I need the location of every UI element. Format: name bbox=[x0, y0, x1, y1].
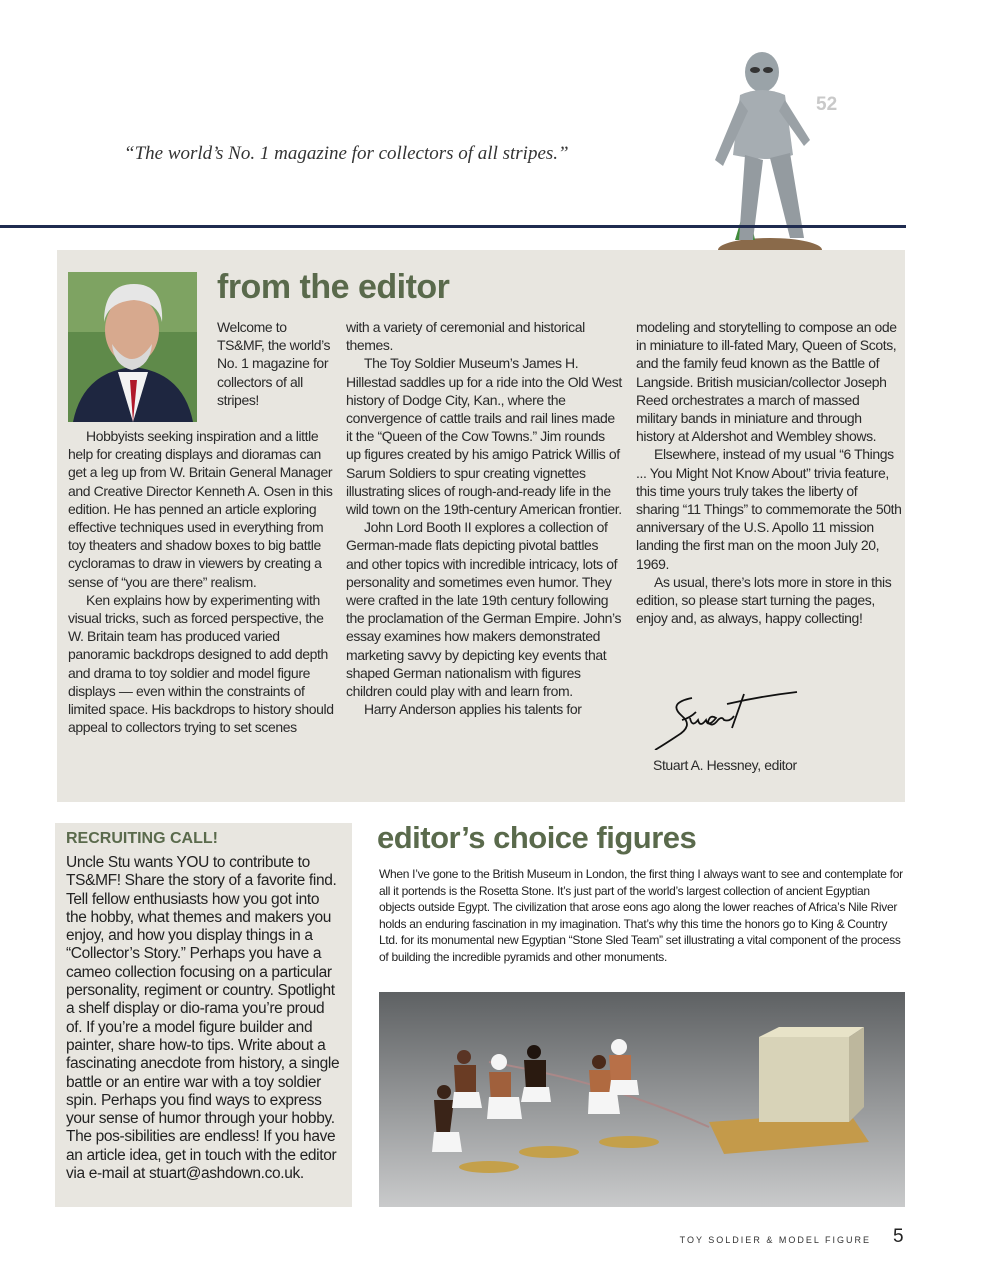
recruiting-call-box bbox=[55, 823, 352, 1207]
paragraph: with a variety of ceremonial and historical themes. bbox=[346, 319, 585, 354]
paragraph: As usual, there’s lots more in store in this edition, so please start turning the pages, enjoy and, as always, happy collecting! bbox=[636, 573, 892, 627]
magazine-name-footer: TOY SOLDIER & MODEL FIGURE bbox=[679, 1235, 871, 1245]
editor-column-2 bbox=[346, 318, 622, 718]
editor-column-3 bbox=[636, 318, 902, 627]
header-rule bbox=[0, 225, 906, 228]
paragraph: John Lord Booth II explores a collection of German-made flats depicting pivotal battles and other topics with incredible intricacy, lots of personality and sometimes even humor. They were crafted in the late 19th century following the proclamation of the German Empire. John’s essay examines how makers demonstrated marketing savvy by depicting key events that shaped German nationalism with figures children could play with and learn from. bbox=[346, 519, 622, 700]
paragraph: Harry Anderson applies his talents for bbox=[364, 701, 582, 718]
editor-intro bbox=[217, 318, 335, 409]
editor-signature bbox=[652, 690, 812, 750]
stone-sled-team-photo bbox=[379, 992, 905, 1207]
editors-choice-body: When I’ve gone to the British Museum in London, the first thing I always want to see and contemplate for all it portends is the Rosetta Stone. It’s just part of the world’s largest collection of ancient Egyptian objects outside Egypt. The civilization that arose eons ago along the lower reaches of Africa’s Nile River holds an enduring fascination in my imagination. That’s why this time the honors go to King & Country Ltd. for its monumental new Egyptian “Stone Sled Team” set illustrating a vital component of the process of building the incredible pyramids and other monuments. bbox=[379, 867, 903, 964]
editor-column-1 bbox=[68, 427, 336, 736]
paragraph: The Toy Soldier Museum’s James H. Hillestad saddles up for a ride into the Old West history of Dodge City, Kan., where the convergence of cattle trails and rail lines made it the “Queen of the Cow Towns.” Jim rounds up figures created by his amigo Patrick Willis of Sarum Soldiers to spur creating vignettes illustrating slices of rough-and-ready life in the wild town on the 19th-century American frontier. bbox=[346, 355, 622, 518]
editor-signoff: Stuart A. Hessney, editor bbox=[653, 757, 797, 773]
from-the-editor-heading: from the editor bbox=[217, 268, 450, 306]
paragraph: modeling and storytelling to compose an ode in miniature to ill-fated Mary, Queen of Scots, and the family feud known as the Battle of Langside. British musician/collector Joseph Reed orchestrates a march of massed military bands in miniature and through history at Aldershot and Wembley shows. bbox=[636, 319, 897, 445]
alien-figure-image bbox=[700, 50, 838, 268]
intro-paragraph: Welcome to TS&MF, the world’s No. 1 magazine for collectors of all stripes! bbox=[217, 319, 331, 408]
paragraph: Ken explains how by experimenting with visual tricks, such as forced perspective, the W. Britain team has produced varied panoramic backdrops designed to add depth and drama to toy soldier and model figure displays — even within the constraints of limited space. His backdrops to history should appeal to collectors trying to set scenes bbox=[68, 591, 334, 736]
page-number: 5 bbox=[893, 1226, 904, 1247]
editors-choice-heading: editor’s choice figures bbox=[377, 820, 697, 855]
paragraph: Hobbyists seeking inspiration and a little help for creating displays and dioramas can get a leg up from W. Britain General Manager and Creative Director Kenneth A. Osen in this edition. He has penned an article exploring effective techniques used in everything from toy theaters and shadow boxes to big battle cycloramas to draw in viewers by creating a sense of “you are there” realism. bbox=[68, 428, 333, 590]
paragraph: Elsewhere, instead of my usual “6 Things ... You Might Not Know About” trivia feature, this time yours truly takes the liberty of sharing “11 Things” to commemorate the 50th anniversary of the U.S. Apollo 11 mission landing the first man on the moon July 20, 1969. bbox=[636, 446, 902, 572]
feature-page-number: 52 bbox=[816, 94, 838, 115]
recruiting-body: Uncle Stu wants YOU to contribute to TS&MF! Share the story of a favorite find. Tell fellow enthusiasts how you got into the hobby, what themes and makers you enjoy, and how you display things in a “Collector’s Story.” Perhaps you have a cameo collection focusing on a particular personality, regiment or country. Spotlight a shelf display or dio-rama you’re proud of. If you’re a model figure builder and painter, share how-to tips. Write about a fascinating anecdote from history, a single battle or an entire war with a toy soldier spin. Perhaps you find ways to express your sense of humor through your hobby. The pos-sibilities are endless! If you have an article idea, get in touch with the editor via e-mail at stuart@ashdown.co.uk. bbox=[66, 854, 340, 1183]
magazine-tagline: “The world’s No. 1 magazine for collectors of all stripes.” bbox=[124, 143, 569, 164]
editor-portrait-photo bbox=[68, 272, 197, 422]
recruiting-heading: RECRUITING CALL! bbox=[66, 830, 218, 847]
